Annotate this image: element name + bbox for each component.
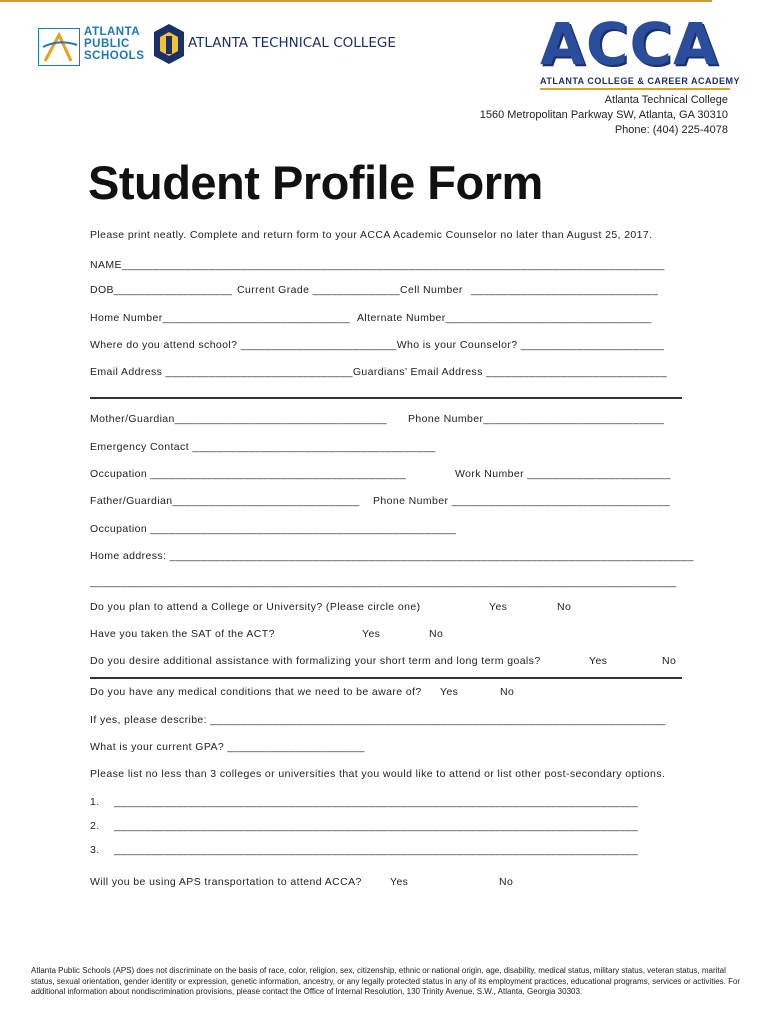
dob-field[interactable]: DOB___________________ xyxy=(90,284,233,296)
aps-logo xyxy=(38,26,148,68)
college-list-number: 2. xyxy=(90,820,100,832)
medical-describe-field[interactable]: If yes, please describe: _________________________________________________________________________ xyxy=(90,714,666,726)
atc-logo-text: ATLANTA TECHNICAL COLLEGE xyxy=(188,35,396,51)
section-divider xyxy=(90,397,682,399)
medical-yes[interactable]: Yes xyxy=(440,686,459,698)
address-line-2: 1560 Metropolitan Parkway SW, Atlanta, GA 30310 xyxy=(479,109,728,121)
section-divider-2 xyxy=(90,677,682,679)
occupation-field-1[interactable]: Occupation _________________________________________ xyxy=(90,468,407,480)
medical-question: Do you have any medical conditions that we need to be aware of? xyxy=(90,686,422,698)
college-list-line[interactable]: ____________________________________________________________________________________ xyxy=(114,796,639,808)
cell-number-field[interactable]: ______________________________ xyxy=(471,284,659,296)
nondiscrimination-footer: Atlanta Public Schools (APS) does not discriminate on the basis of race, color, religion, sex, citizenship, ethnic or national origin, age, disability, medical status, military status, veteran status, marital status, sexual orientation, gender identity or expression, genetic information, ancestry, or any legally protected status in any of its employment practices, educational programs, services or activities. For additional information about nondiscrimination provisions, please contact the Office of Internal Resolution, 130 Trinity Avenue, S.W., Atlanta, Georgia 30303. xyxy=(31,966,741,996)
work-number-field[interactable]: Work Number _______________________ xyxy=(455,468,671,480)
transportation-question: Will you be using APS transportation to attend ACCA? xyxy=(90,876,362,888)
sat-act-question: Have you taken the SAT of the ACT? xyxy=(90,628,275,640)
college-list-line[interactable]: ____________________________________________________________________________________ xyxy=(114,820,639,832)
home-number-field[interactable]: Home Number______________________________ xyxy=(90,312,350,324)
aps-logo-text: ATLANTA PUBLIC SCHOOLS xyxy=(84,26,145,62)
current-grade-field[interactable]: Current Grade ______________Cell Number xyxy=(237,284,463,296)
acca-wordmark: ACCA xyxy=(540,10,719,78)
email-field[interactable]: Email Address ______________________________Guardians’ Email Address _____________________________ xyxy=(90,366,668,378)
occupation-field-2[interactable]: Occupation _________________________________________________ xyxy=(90,523,457,535)
college-list-number: 1. xyxy=(90,796,100,808)
father-guardian-field[interactable]: Father/Guardian______________________________ xyxy=(90,495,360,507)
school-counselor-field[interactable]: Where do you attend school? _________________________Who is your Counselor? _______________________ xyxy=(90,339,665,351)
college-plan-no[interactable]: No xyxy=(557,601,572,613)
name-field[interactable]: NAME_______________________________________________________________________________________ xyxy=(90,259,665,271)
footer-divider xyxy=(0,0,712,2)
assistance-question: Do you desire additional assistance with formalizing your short term and long term goals? xyxy=(90,655,541,667)
address-phone: Phone: (404) 225-4078 xyxy=(614,124,728,136)
atc-logo xyxy=(152,22,396,66)
acca-logo xyxy=(540,10,740,94)
transportation-no[interactable]: No xyxy=(499,876,514,888)
sat-act-yes[interactable]: Yes xyxy=(362,628,381,640)
acca-underline xyxy=(540,88,730,90)
home-address-field[interactable]: Home address: ____________________________________________________________________________________ xyxy=(90,550,694,562)
address-line-1: Atlanta Technical College xyxy=(604,94,728,106)
aps-logo-mark xyxy=(38,28,80,66)
atc-logo-mark xyxy=(152,22,186,66)
college-plan-yes[interactable]: Yes xyxy=(489,601,508,613)
gpa-field[interactable]: What is your current GPA? ______________________ xyxy=(90,741,365,753)
assistance-yes[interactable]: Yes xyxy=(589,655,608,667)
page-title: Student Profile Form xyxy=(88,156,543,209)
transportation-yes[interactable]: Yes xyxy=(390,876,409,888)
father-phone-field[interactable]: Phone Number ___________________________________ xyxy=(373,495,671,507)
home-address-field-2[interactable]: ______________________________________________________________________________________________ xyxy=(90,576,677,588)
assistance-no[interactable]: No xyxy=(662,655,677,667)
sat-act-no[interactable]: No xyxy=(429,628,444,640)
mother-guardian-field[interactable]: Mother/Guardian__________________________________ xyxy=(90,413,387,425)
emergency-contact-field[interactable]: Emergency Contact _______________________________________ xyxy=(90,441,436,453)
instructions: Please print neatly. Complete and return form to your ACCA Academic Counselor no later than August 25, 2017. xyxy=(90,229,653,241)
mother-phone-field[interactable]: Phone Number_____________________________ xyxy=(408,413,665,425)
college-list-line[interactable]: ____________________________________________________________________________________ xyxy=(114,844,639,856)
colleges-prompt: Please list no less than 3 colleges or universities that you would like to attend or list other post-secondary options. xyxy=(90,768,666,780)
medical-no[interactable]: No xyxy=(500,686,515,698)
acca-subtitle: ATLANTA COLLEGE & CAREER ACADEMY xyxy=(540,76,740,86)
alternate-number-field[interactable]: Alternate Number_________________________________ xyxy=(357,312,652,324)
college-plan-question: Do you plan to attend a College or University? (Please circle one) xyxy=(90,601,421,613)
college-list-number: 3. xyxy=(90,844,100,856)
